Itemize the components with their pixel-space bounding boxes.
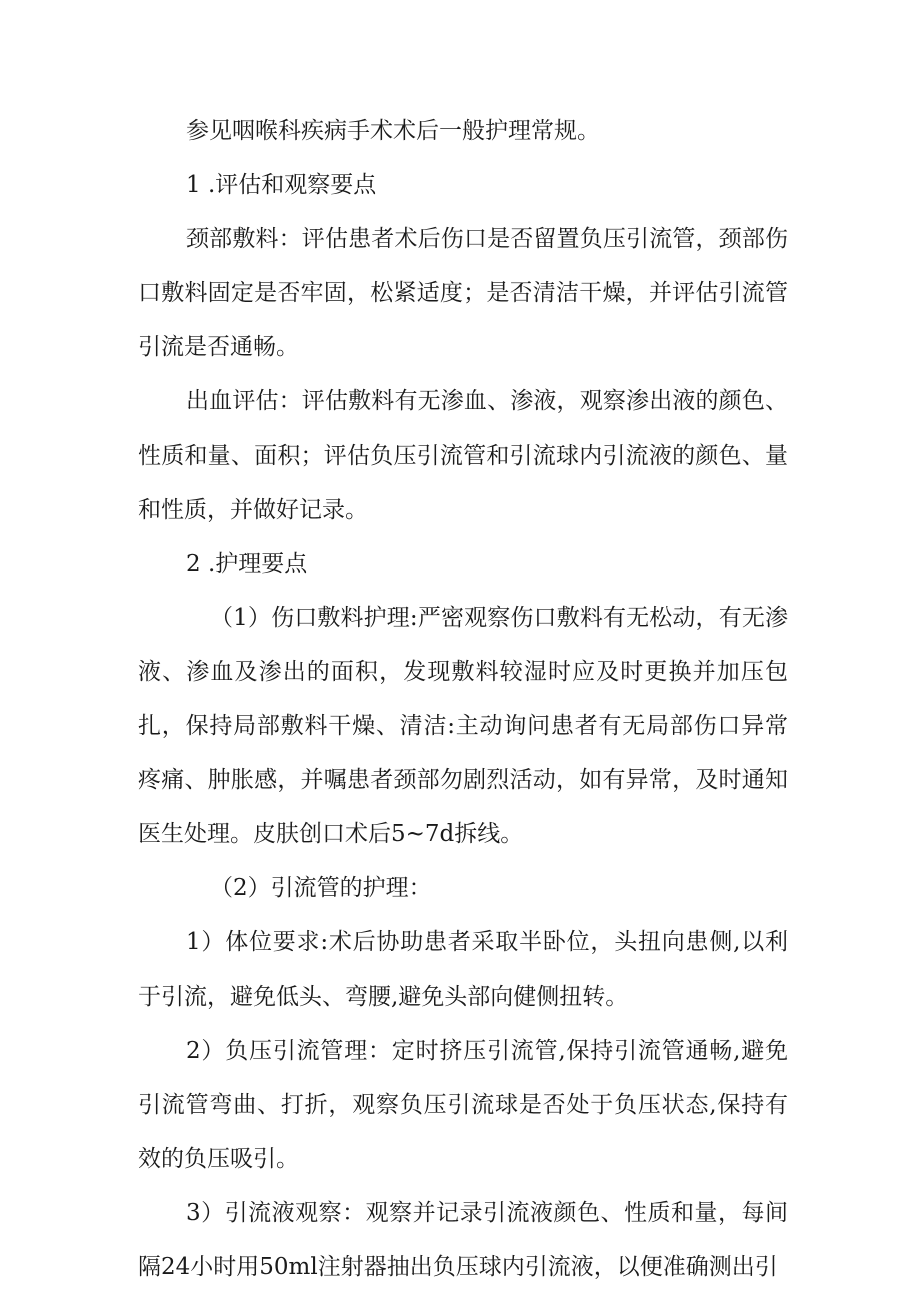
heading-drain-care: （2）引流管的护理： bbox=[210, 875, 432, 902]
paragraph-drain-management: 2）负压引流管理：定时挤压引流管,保持引流管通畅,避免引流管弯曲、打折，观察负压引流球是否处于负压状态,保持有效的负压吸引。 bbox=[138, 1037, 788, 1172]
heading-assessment: 1 .评估和观察要点 bbox=[186, 172, 377, 199]
heading-nursing-points: 2 .护理要点 bbox=[186, 550, 308, 577]
paragraph-bleeding-assessment: 出血评估：评估敷料有无渗血、渗液，观察渗出液的颜色、性质和量、面积；评估负压引流管和引流球内引流液的颜色、量和性质，并做好记录。 bbox=[138, 388, 788, 523]
paragraph-neck-dressing: 颈部敷料：评估患者术后伤口是否留置负压引流管，颈部伤口敷料固定是否牢固，松紧适度；是否清洁干燥，并评估引流管引流是否通畅。 bbox=[138, 226, 788, 361]
paragraph-drainage-observation: 3）引流液观察：观察并记录引流液颜色、性质和量，每间隔24小时用50ml注射器抽出负压球内引流液，以便准确测出引 bbox=[138, 1199, 788, 1280]
paragraph-position: 1）体位要求:术后协助患者采取半卧位，头扭向患侧,以利于引流，避免低头、弯腰,避免头部向健侧扭转。 bbox=[138, 929, 788, 1010]
document-body bbox=[138, 104, 788, 1294]
paragraph-reference: 参见咽喉科疾病手术术后一般护理常规。 bbox=[186, 118, 600, 144]
paragraph-wound-dressing-care: （1）伤口敷料护理:严密观察伤口敷料有无松动，有无渗液、渗血及渗出的面积，发现敷料较湿时应及时更换并加压包扎，保持局部敷料干燥、清洁:主动询问患者有无局部伤口异常疼痛、肿胀感，并嘱患者颈部勿剧烈活动，如有异常，及时通知医生处理。皮肤创口术后5~7d拆线。 bbox=[138, 604, 788, 848]
